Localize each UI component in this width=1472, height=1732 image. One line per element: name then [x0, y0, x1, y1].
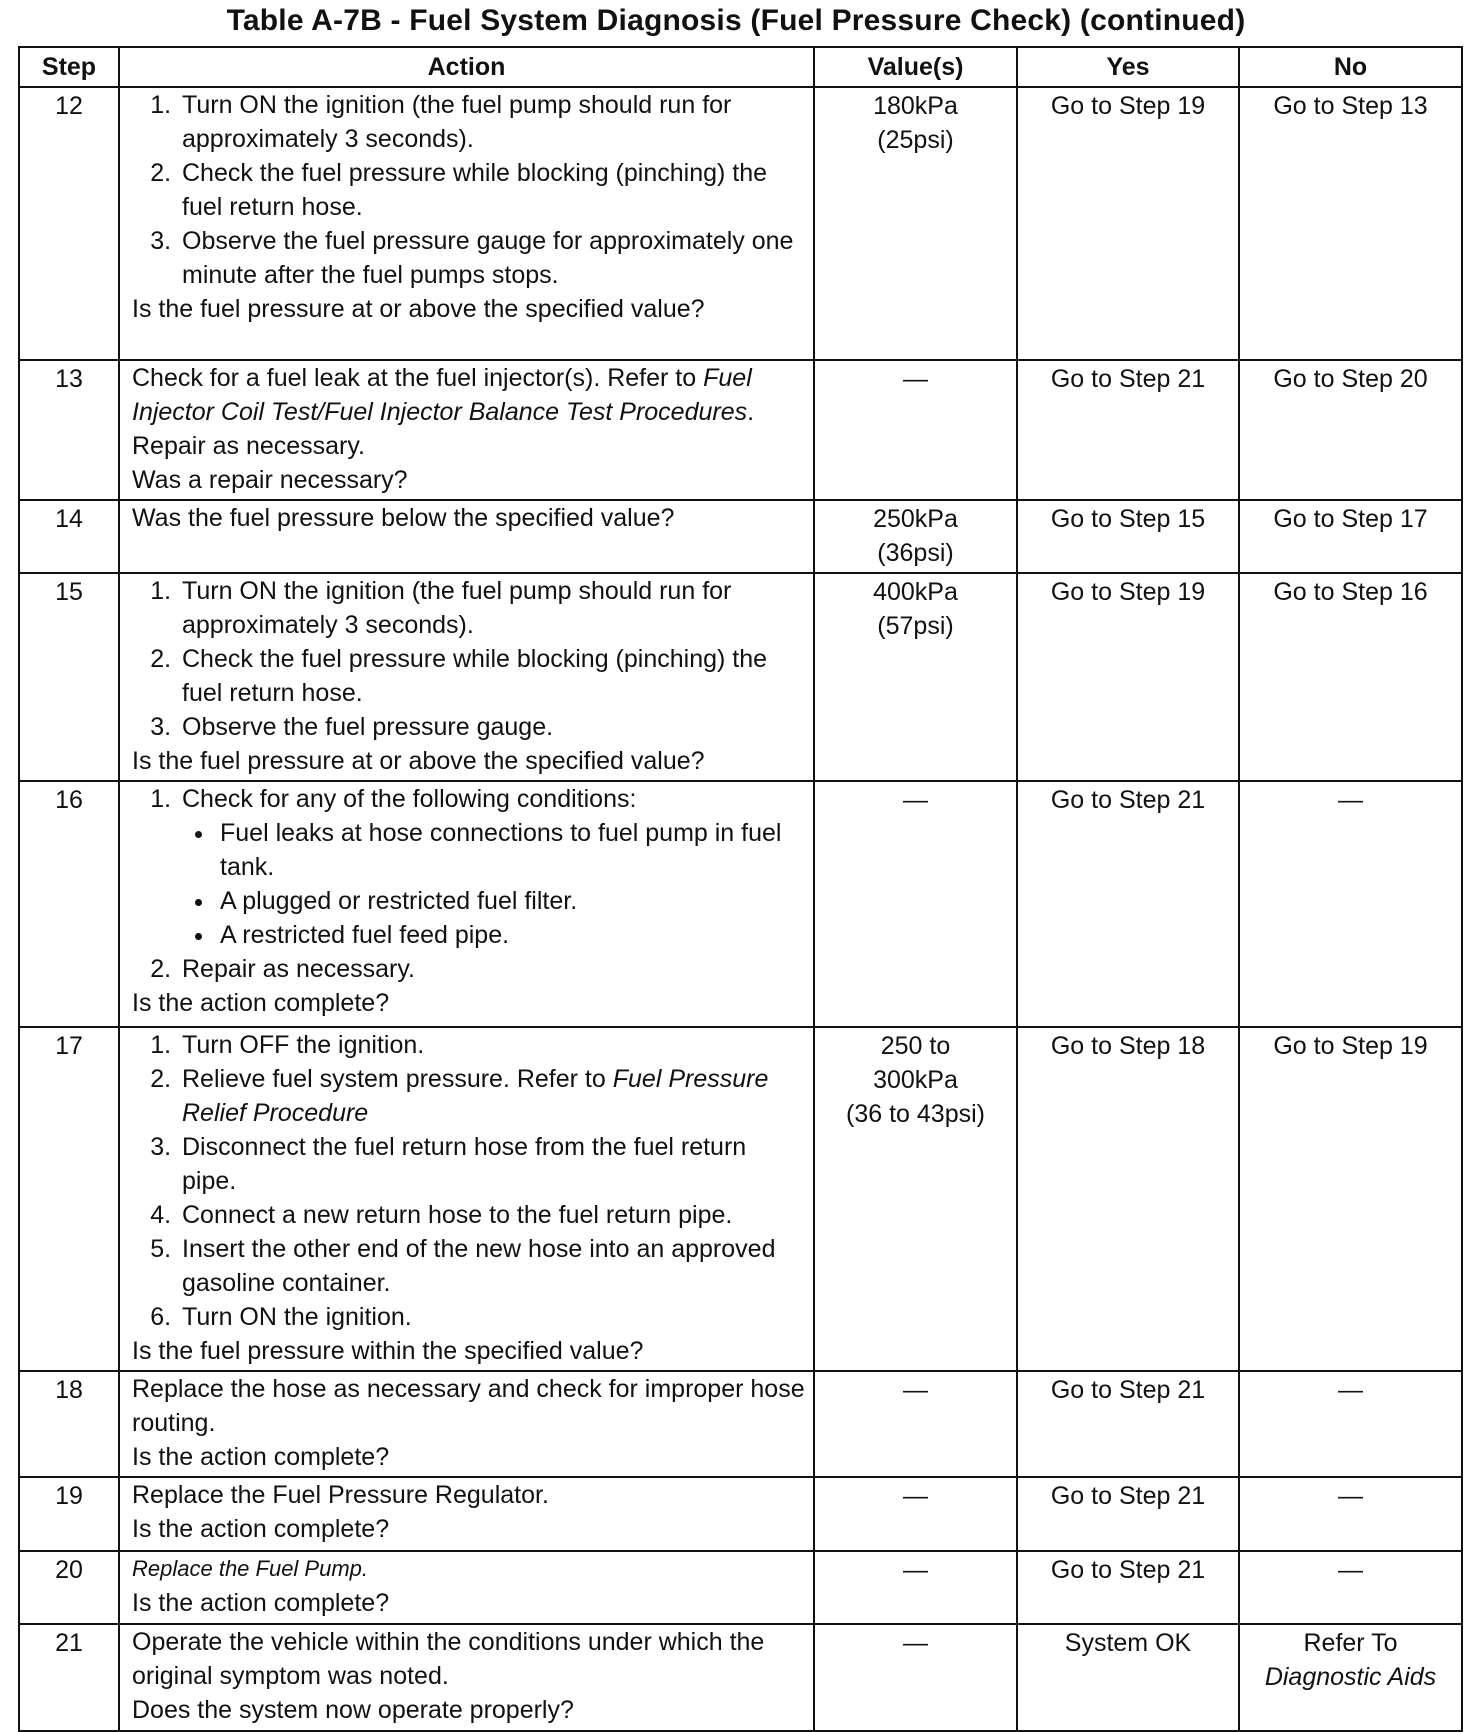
value-range-line: 250 to: [880, 1032, 951, 1060]
no-cell: Go to Step 16: [1239, 573, 1462, 781]
step-number: 19: [19, 1477, 119, 1551]
action-cell: [119, 1477, 814, 1551]
no-cell: —: [1239, 1371, 1462, 1477]
action-item: [178, 1062, 805, 1130]
step-number: 12: [19, 87, 119, 360]
table-row: [19, 1477, 1462, 1551]
action-text: Replace the hose as necessary and check for improper hose routing.: [132, 1375, 805, 1437]
action-cell: [119, 1624, 814, 1731]
action-item: 3. Disconnect the fuel return hose from the fuel return pipe.: [178, 1130, 805, 1198]
action-list: [132, 1028, 805, 1334]
action-item: 1. Turn ON the ignition (the fuel pump should run for approximately 3 seconds).: [178, 574, 805, 642]
value-psi: (57psi): [877, 612, 954, 640]
value-cell: —: [814, 1551, 1017, 1624]
value-psi: (25psi): [877, 126, 954, 154]
no-cell: [1239, 1624, 1462, 1731]
condition-list: [182, 816, 805, 952]
table-row: [19, 1027, 1462, 1371]
action-question: Does the system now operate properly?: [132, 1696, 574, 1724]
action-cell: [119, 1027, 814, 1371]
value-cell: [814, 573, 1017, 781]
action-question: Is the action complete?: [132, 1589, 390, 1617]
action-item: [178, 782, 805, 952]
procedure-reference: Fuel Injector Coil Test/Fuel Injector Balance Test Procedures: [132, 364, 752, 426]
action-question: Is the action complete?: [132, 1515, 390, 1543]
action-question: Was the fuel pressure below the specified value?: [132, 504, 675, 532]
no-cell: —: [1239, 1551, 1462, 1624]
yes-cell: Go to Step 15: [1017, 500, 1239, 573]
step-number: 15: [19, 573, 119, 781]
yes-cell: Go to Step 19: [1017, 87, 1239, 360]
action-item: 1. Turn OFF the ignition.: [178, 1028, 805, 1062]
action-question: Was a repair necessary?: [132, 466, 408, 494]
action-item: 2. Check the fuel pressure while blocking (pinching) the fuel return hose.: [178, 156, 805, 224]
no-cell: —: [1239, 781, 1462, 1027]
action-cell: [119, 781, 814, 1027]
header-yes: Yes: [1017, 47, 1239, 87]
action-text: Replace the Fuel Pressure Regulator.: [132, 1481, 549, 1509]
action-cell: [119, 87, 814, 360]
table-row: [19, 500, 1462, 573]
action-lead: Check for a fuel leak at the fuel injector(s). Refer to: [132, 364, 697, 392]
action-question: Is the action complete?: [132, 1443, 390, 1471]
condition-item: • A restricted fuel feed pipe.: [216, 918, 805, 952]
no-cell: —: [1239, 1477, 1462, 1551]
action-text: Replace the Fuel Pump.: [132, 1556, 369, 1581]
value-cell: [814, 1027, 1017, 1371]
header-values: Value(s): [814, 47, 1017, 87]
step-number: 13: [19, 360, 119, 500]
action-cell: [119, 500, 814, 573]
value-kpa: 400kPa: [873, 578, 958, 606]
header-action: Action: [119, 47, 814, 87]
table-row: [19, 573, 1462, 781]
action-cell: [119, 1551, 814, 1624]
action-item: 2. Check the fuel pressure while blocking (pinching) the fuel return hose.: [178, 642, 805, 710]
action-question: Is the fuel pressure within the specified value?: [132, 1337, 644, 1365]
yes-cell: Go to Step 18: [1017, 1027, 1239, 1371]
action-cell: [119, 1371, 814, 1477]
value-cell: —: [814, 781, 1017, 1027]
yes-cell: Go to Step 21: [1017, 1477, 1239, 1551]
refer-to-text: Refer To: [1303, 1629, 1398, 1657]
table-row: [19, 360, 1462, 500]
value-cell: —: [814, 1624, 1017, 1731]
action-item: 3. Observe the fuel pressure gauge.: [178, 710, 805, 744]
value-psi: (36 to 43psi): [846, 1100, 985, 1128]
value-kpa: 180kPa: [873, 92, 958, 120]
yes-cell: Go to Step 21: [1017, 360, 1239, 500]
table-row: [19, 87, 1462, 360]
step-number: 14: [19, 500, 119, 573]
action-cell: [119, 360, 814, 500]
yes-cell: Go to Step 21: [1017, 781, 1239, 1027]
diagnosis-table: [18, 46, 1463, 1732]
header-row: [19, 47, 1462, 87]
table-row: [19, 1551, 1462, 1624]
step-number: 18: [19, 1371, 119, 1477]
action-text: [132, 361, 805, 463]
action-item: 6. Turn ON the ignition.: [178, 1300, 805, 1334]
action-item: 1. Turn ON the ignition (the fuel pump should run for approximately 3 seconds).: [178, 88, 805, 156]
yes-cell: Go to Step 19: [1017, 573, 1239, 781]
no-cell: Go to Step 17: [1239, 500, 1462, 573]
procedure-reference: Fuel Pressure Relief Procedure: [182, 1065, 769, 1127]
value-kpa: 250kPa: [873, 505, 958, 533]
step-number: 21: [19, 1624, 119, 1731]
action-list: [132, 88, 805, 292]
step-number: 20: [19, 1551, 119, 1624]
no-cell: Go to Step 20: [1239, 360, 1462, 500]
action-list: [132, 782, 805, 986]
condition-item: • A plugged or restricted fuel filter.: [216, 884, 805, 918]
yes-cell: System OK: [1017, 1624, 1239, 1731]
value-cell: —: [814, 1477, 1017, 1551]
action-item-text: Relieve fuel system pressure. Refer to: [182, 1065, 606, 1093]
action-text: Operate the vehicle within the conditions under which the original symptom was noted.: [132, 1628, 765, 1690]
value-psi: (36psi): [877, 539, 954, 567]
value-cell: —: [814, 360, 1017, 500]
action-item: 2. Repair as necessary.: [178, 952, 805, 986]
action-item: 4. Connect a new return hose to the fuel return pipe.: [178, 1198, 805, 1232]
table-title: Table A-7B - Fuel System Diagnosis (Fuel Pressure Check) (continued): [226, 4, 1246, 37]
value-kpa: 300kPa: [873, 1066, 958, 1094]
table-row: [19, 781, 1462, 1027]
action-list: [132, 574, 805, 744]
table-row: [19, 1371, 1462, 1477]
no-cell: Go to Step 13: [1239, 87, 1462, 360]
action-item-text: Check for any of the following conditions:: [182, 785, 637, 813]
no-cell: Go to Step 19: [1239, 1027, 1462, 1371]
action-after: . Repair as necessary.: [132, 398, 755, 460]
action-item: 5. Insert the other end of the new hose into an approved gasoline container.: [178, 1232, 805, 1300]
value-cell: —: [814, 1371, 1017, 1477]
action-cell: [119, 573, 814, 781]
header-no: No: [1239, 47, 1462, 87]
step-number: 16: [19, 781, 119, 1027]
action-question: Is the fuel pressure at or above the specified value?: [132, 295, 705, 323]
yes-cell: Go to Step 21: [1017, 1371, 1239, 1477]
condition-item: • Fuel leaks at hose connections to fuel pump in fuel tank.: [216, 816, 805, 884]
value-cell: [814, 87, 1017, 360]
action-question: Is the action complete?: [132, 989, 390, 1017]
step-number: 17: [19, 1027, 119, 1371]
action-question: Is the fuel pressure at or above the specified value?: [132, 747, 705, 775]
value-cell: [814, 500, 1017, 573]
header-step: Step: [19, 47, 119, 87]
yes-cell: Go to Step 21: [1017, 1551, 1239, 1624]
table-row: [19, 1624, 1462, 1731]
diagnostic-aids-reference: Diagnostic Aids: [1264, 1663, 1437, 1691]
action-item: 3. Observe the fuel pressure gauge for approximately one minute after the fuel pumps stops.: [178, 224, 805, 292]
